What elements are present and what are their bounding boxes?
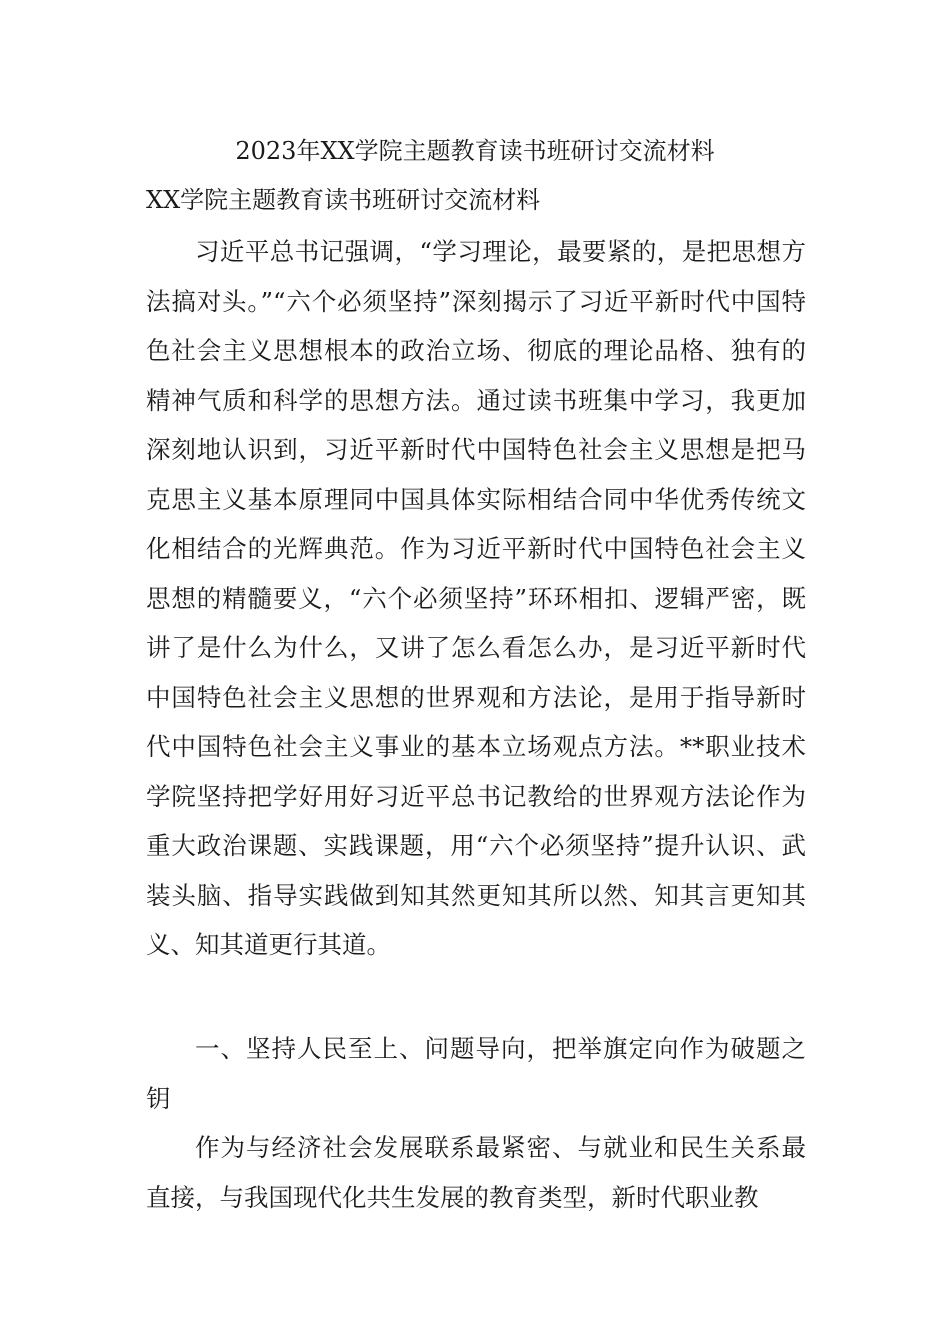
body-paragraph-section-1: 作为与经济社会发展联系最紧密、与就业和民生关系最直接，与我国现代化共生发展的教育类型，新时代职业教 — [146, 1133, 806, 1212]
body-paragraph-intro: 习近平总书记强调，“学习理论，最要紧的，是把思想方法搞对头。”“六个必须坚持”深刻揭示了习近平新时代中国特色社会主义思想根本的政治立场、彻底的理论品格、独有的精神气质和科学的思想方法。通过读书班集中学习，我更加深刻地认识到，习近平新时代中国特色社会主义思想是把马克思主义基本原理同中国具体实际相结合同中华优秀传统文化相结合的光辉典范。作为习近平新时代中国特色社会主义思想的精髓要义，“六个必须坚持”环环相扣、逻辑严密，既讲了是什么为什么，又讲了怎么看怎么办，是习近平新时代中国特色社会主义思想的世界观和方法论，是用于指导新时代中国特色社会主义事业的基本立场观点方法。**职业技术学院坚持把学好用好习近平总书记教给的世界观方法论作为重大政治课题、实践课题，用“六个必须坚持”提升认识、武装头脑、指导实践做到知其然更知其所以然、知其言更知其义、知其道更行其道。 — [146, 237, 806, 959]
section-heading-1: 一、坚持人民至上、问题导向，把举旗定向作为破题之钥 — [146, 1034, 806, 1113]
document-subtitle: XX学院主题教育读书班研讨交流材料 — [146, 186, 541, 214]
document-title: 2023年XX学院主题教育读书班研讨交流材料 — [235, 137, 715, 165]
